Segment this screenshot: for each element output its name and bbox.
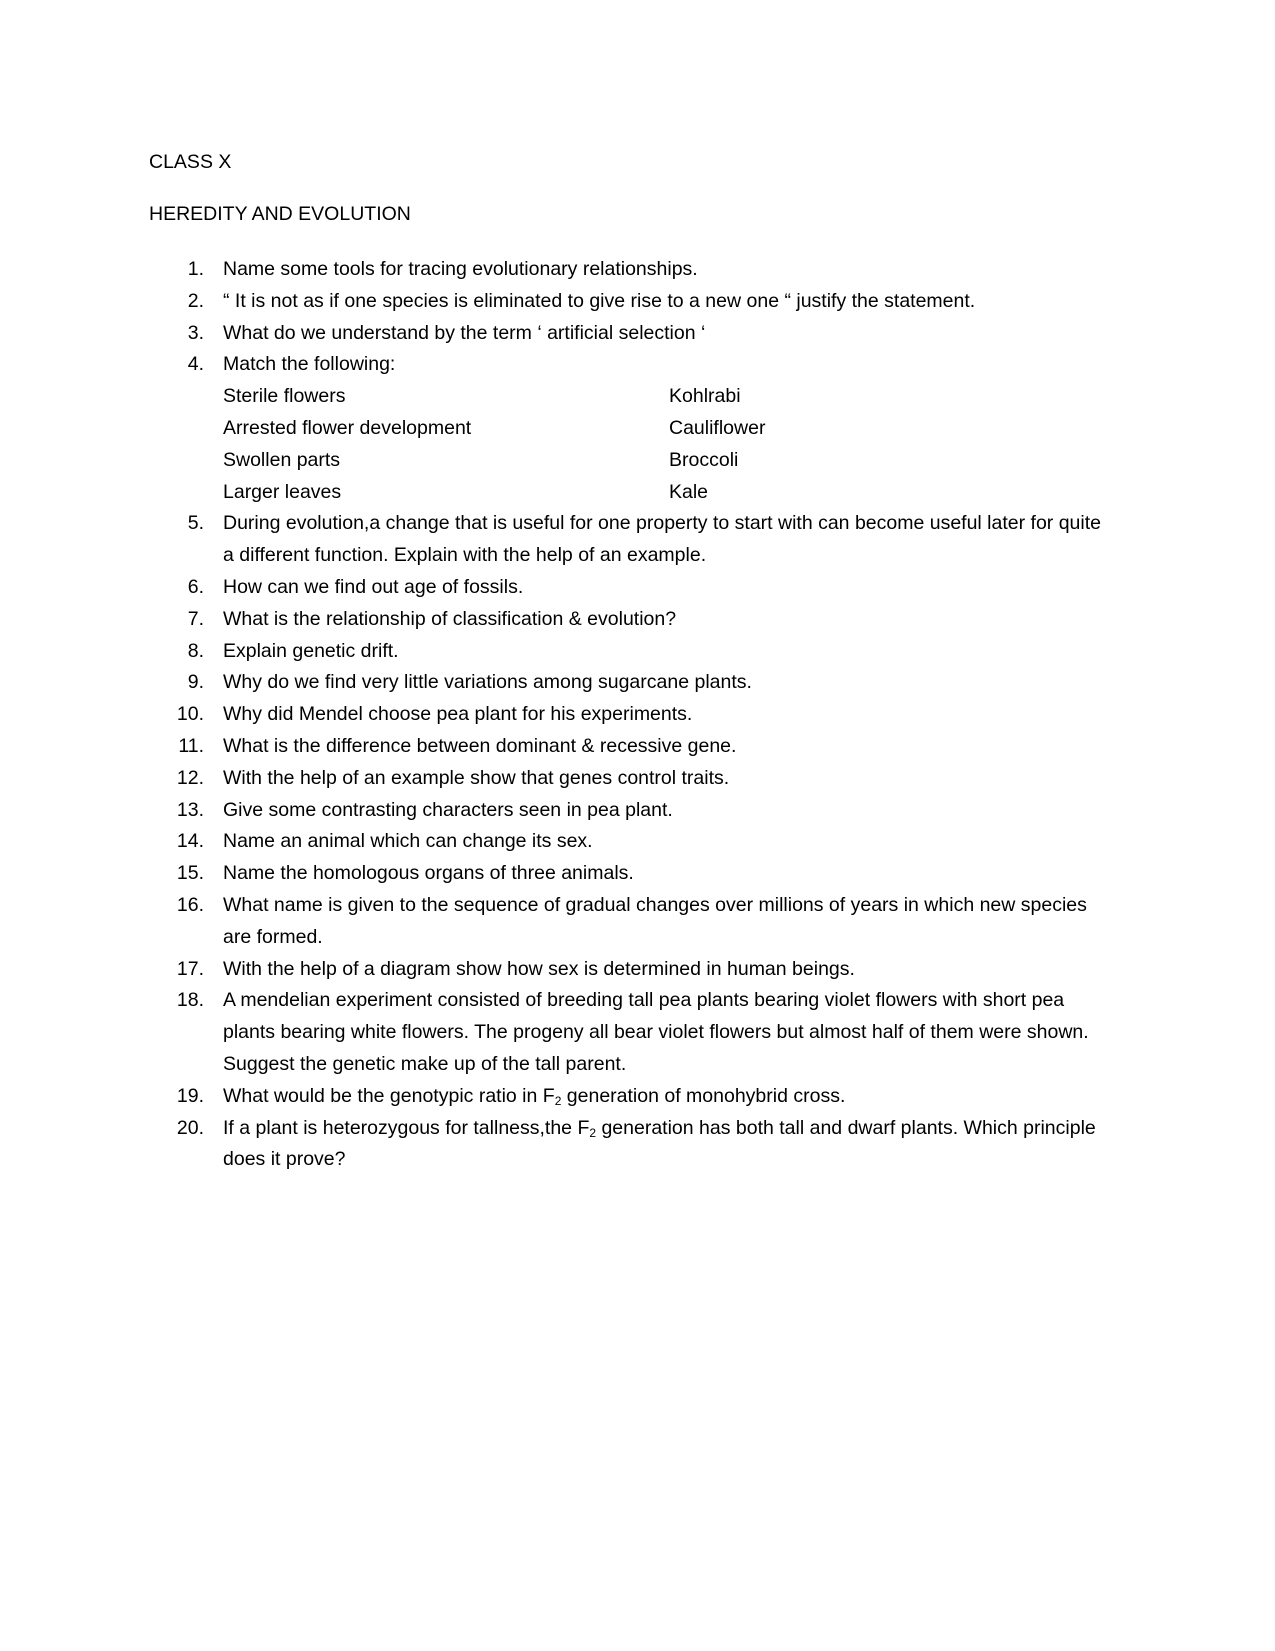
question-number: 16. [176, 893, 204, 916]
match-left-item: Larger leaves [223, 480, 342, 503]
question-text: What do we understand by the term ‘ artificial selection ‘ [223, 321, 706, 344]
question-item [149, 954, 1109, 986]
question-number: 15. [176, 862, 204, 885]
question-number: 9. [187, 671, 204, 694]
question-number: 8. [187, 639, 204, 662]
question-number: 18. [176, 989, 204, 1012]
question-text: During evolution,a change that is useful for one property to start with can become useful later for quite a different function. Explain with the help of an example. [223, 512, 1101, 567]
question-item [149, 763, 1109, 795]
class-label: CLASS X [149, 151, 232, 173]
subscript: 2 [589, 1125, 597, 1140]
question-number: 19. [176, 1084, 204, 1107]
match-right-item: Kohlrabi [669, 385, 741, 408]
match-row [223, 477, 1109, 509]
question-text [223, 1081, 1109, 1113]
question-number: 11. [178, 734, 204, 757]
question-list [149, 254, 1109, 1176]
question-text: Why did Mendel choose pea plant for his experiments. [223, 703, 693, 726]
match-row [223, 445, 1109, 477]
question-item [149, 890, 1109, 954]
question-text: Why do we find very little variations among sugarcane plants. [223, 671, 752, 694]
question-text: What name is given to the sequence of gradual changes over millions of years in which new species are formed. [223, 893, 1087, 948]
question-item [149, 1081, 1109, 1113]
question-text: Match the following: [223, 353, 396, 376]
question-text: “ It is not as if one species is eliminated to give rise to a new one “ justify the statement. [223, 289, 976, 312]
question-number: 14. [176, 830, 204, 853]
question-number: 7. [187, 607, 204, 630]
question-number: 2. [187, 289, 204, 312]
question-item [149, 985, 1109, 1080]
match-table [223, 381, 1109, 508]
question-text: Explain genetic drift. [223, 639, 399, 662]
question-item [149, 667, 1109, 699]
question-text: Give some contrasting characters seen in pea plant. [223, 798, 673, 821]
question-number: 4. [187, 353, 204, 376]
question-text: Name some tools for tracing evolutionary relationships. [223, 258, 698, 280]
question-text: How can we find out age of fossils. [223, 575, 524, 598]
match-right-item: Broccoli [669, 448, 739, 471]
question-item [149, 795, 1109, 827]
question-text-after: generation of monohybrid cross. [561, 1084, 846, 1107]
match-left-item: Swollen parts [223, 448, 341, 471]
question-number: 3. [187, 321, 204, 344]
question-item [149, 604, 1109, 636]
question-item [149, 731, 1109, 763]
question-text-before: If a plant is heterozygous for tallness,the F [223, 1116, 590, 1139]
question-number: 12. [176, 766, 204, 789]
question-item [149, 572, 1109, 604]
question-number: 6. [187, 575, 204, 598]
question-item [149, 699, 1109, 731]
question-number: 17. [176, 957, 204, 980]
question-text [223, 1113, 1109, 1177]
question-item [149, 826, 1109, 858]
question-text-after: generation has both tall and dwarf plants. Which principle does it prove? [223, 1116, 1096, 1171]
question-number: 1. [187, 258, 204, 280]
question-item [149, 858, 1109, 890]
question-text: A mendelian experiment consisted of breeding tall pea plants bearing violet flowers with short pea plants bearing white flowers. The progeny all bear violet flowers but almost half of them were shown. Suggest the genetic make up of the tall parent. [223, 989, 1089, 1075]
subscript: 2 [554, 1093, 562, 1108]
match-row [223, 413, 1109, 445]
question-text: Name an animal which can change its sex. [223, 830, 593, 853]
match-left-item: Arrested flower development [223, 416, 472, 439]
question-number: 20. [176, 1116, 204, 1139]
match-left-item: Sterile flowers [223, 385, 346, 408]
match-right-item: Cauliflower [669, 416, 766, 439]
question-text: Name the homologous organs of three animals. [223, 862, 634, 885]
question-number: 5. [187, 512, 204, 535]
question-item [149, 636, 1109, 668]
question-item [149, 318, 1109, 350]
question-text: With the help of an example show that genes control traits. [223, 766, 730, 789]
question-item [149, 1113, 1109, 1177]
topic-heading: HEREDITY AND EVOLUTION [149, 203, 411, 225]
match-right-item: Kale [669, 480, 709, 503]
question-text: What is the difference between dominant & recessive gene. [223, 734, 737, 757]
match-row [223, 381, 1109, 413]
question-item [149, 508, 1109, 572]
question-text: What is the relationship of classification & evolution? [223, 607, 677, 630]
question-text: With the help of a diagram show how sex is determined in human beings. [223, 957, 855, 980]
question-number: 10. [176, 703, 204, 726]
question-item [149, 349, 1109, 508]
question-text-before: What would be the genotypic ratio in F [223, 1084, 555, 1107]
question-number: 13. [176, 798, 204, 821]
question-item [149, 254, 1109, 286]
question-item [149, 286, 1109, 318]
